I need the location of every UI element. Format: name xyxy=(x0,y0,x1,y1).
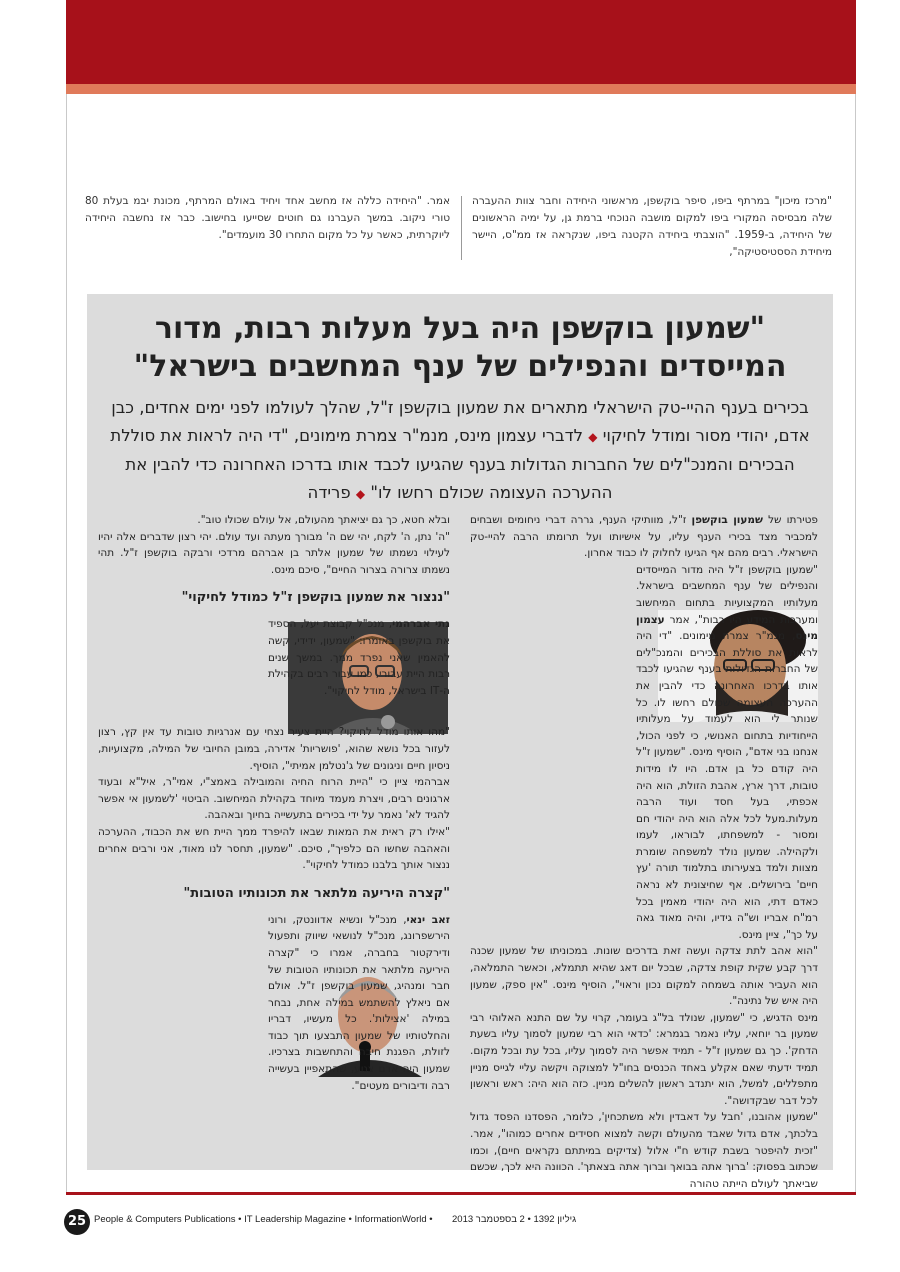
person-name: נתי אברהמי xyxy=(392,618,451,631)
section-title: "ננצור את שמעון בוקשפן ז"ל כמודל לחיקוי" xyxy=(181,590,450,606)
intro-text-left: אמר. "היחידה כללה אז מחשב אחד ויחיד באולם המרתף, מכונת יבמ בעלת 80 טורי ניקוב. במשך העברנו גם חוטים שסייעו בחישוב. כבר אז נחשבה היחידה ליוקרתית, כאשר על כל מקום התחרו 30 מועמדים". xyxy=(85,195,450,241)
footer-publications: People & Computers Publications • IT Leadership Magazine • InformationWorld • xyxy=(94,1214,433,1225)
page-frame-right xyxy=(855,94,856,1194)
footer-issue: גיליון 1392 • 2 בספטמבר 2013 xyxy=(452,1214,577,1225)
paragraph: מינס הדגיש, כי "שמעון, שנולד בל"ג בעומר, קרוי על שם התנא האלוהי רבי שמעון בר יוחאי, עליו נאמר בגמרא: 'כדאי הוא רבי שמעון לסמוך עליו בשעת הדחק'. כך גם שמעון ז"ל - תמיד אפשר היה לסמוך עליו, בכל עת ובכל מקום. תמיד ידעתי שאם אקלע באחד הכנסים בחו"ל למצוקה ויקשה עליי לגייס מניין מתפללים, למשל, הוא יתנדב ראשון להשלים מניין. כזה הוא היה: ראש וראשון לכל דבר שבקדושה". xyxy=(470,1011,818,1107)
article-headline: "שמעון בוקשפן היה בעל מעלות רבות, מדור המייסדים והנפילים של ענף המחשבים בישראל" xyxy=(133,311,787,384)
subhead-part-a: בכירים בענף ההיי-טק הישראלי מתארים את שמעון בוקשפן ז"ל, שהלך לעולמו לפני ימים אחדים, כבן אדם, יהודי מסור ומודל לחיקוי xyxy=(111,398,810,445)
text-run: , מנמ"ר צמרת מימונים. "די היה לראות את סוללת הבכירים והמנכ"לים של החברות הגדולות בענף שהגיעו לכבד אותו בדרכו האחרונה כדי להבין את ההערכה העצומה שכולם רחשו לו. כל שנותר לי הוא לעמוד על מעלותיו הייחודיות בתחום האנושי, כי לפני הכול, אנחנו בני אדם", הוסיף מינס. "שמעון ז"ל היה קודם כל בן אדם. היו לו מידות טובות, דרך ארץ, אהבת הזולת, הוא היה אכפתי, בעל חסד ועוד הרבה מעלות.מעל לכל אלה הוא היה יהודי חם ומסור - למשפחתו, לבוראו, לעמו ולקהילה. שמעון נולד למשפחה שומרת מצוות ולמד בצעירותו בתלמוד תורה 'עץ חיים' בירושלים. אף שחיצונית לא נראה כאדם דתי, הוא היה יהודי מאמין בכל רמ"ח אבריו וש"ה גידיו, והיה מאוד גאה על כך", ציין מינס. xyxy=(636,630,818,941)
page-frame-left xyxy=(66,94,67,1194)
article-column-right xyxy=(470,512,818,1192)
section-title: "קצרה היריעה מלתאר את תכונותיו הטובות" xyxy=(183,885,450,901)
text-run: פטירתו של xyxy=(762,514,818,526)
paragraph xyxy=(470,562,818,944)
bottom-rule xyxy=(66,1192,856,1195)
article-subheadline xyxy=(100,394,820,508)
text-run: , מנכ"ל ונשיא אדוונטק, ורוני הירשפרונג, מנכ"ל לנושאי שיווק ותפעול ודירקטור בחברה, אמרו כי "קצרה היריעה מלתאר את תכונותיו הטובות של חבר ומנהיג, שמעון בוקשפן ז"ל. אולם אם ניאלץ להשתמש במילה אחת, נבחר במילה 'אצילות'. כל מעשיו, דבריו והחלטותיו של שמעון התבצעו תוך כבוד לזולת, הפגנת חיבה והתחשבות בצרכיו. שמעון היה אדם צנוע, שהתאפיין בעשייה רבה ודיבורים מעטים". xyxy=(268,913,450,1092)
person-name: זאב ינאי xyxy=(406,913,450,926)
paragraph xyxy=(98,616,450,724)
text-run: ז"ל, מוותיקי הענף, גררה דברי ניחומים ושבחים למכביר מצד בכירי הענף עליו, על אישיותו ועל תרומתו הרבה להיי-טק הישראלי. רבים מהם אף הגיעו לחלוק לו כבוד אחרון. xyxy=(470,514,818,560)
intro-separator xyxy=(461,196,462,260)
paragraph: אברהמי ציין כי "היית הרוח החיה והמובילה באמצ"י, אמי"ר, איל"א ובעוד ארגונים רבים, ויצרת מעמד מיוחד בקהילת המיחשוב. הביטוי 'לשמעון אי אפשר להגיד לא' נאמר על ידי בכירים בתעשייה בחיוך ובאהבה. xyxy=(98,776,450,822)
person-name: שמעון בוקשפן xyxy=(691,514,763,526)
paragraph xyxy=(470,512,818,562)
text-run: , מנכ"ל קבוצת יעל, הספיד את בוקשפן באומרו: "שמעון, ידידי, קשה להאמין שאני נפרד ממך. במשך שנים רבות היית עבורי, כמו עבור רבים בקהילת ה-IT בישראל, מודל לחיקוי". xyxy=(268,618,450,697)
paragraph: "אילו רק ראית את המאות שבאו להיפרד ממך היית חש את הכבוד, ההערכה והאהבה שחשו הם כלפיך", סיכם. "שמעון, תחסר לנו מאוד, אני ורבים אחרים ננצור אותך בלבנו כמודל לחיקוי". xyxy=(98,825,450,872)
text-run: "שמעון בוקשפן ז"ל היה מדור המייסדים והנפילים של ענף המחשבים בישראל. מעלותיו המקצועיות בתחום המיחשוב ומערכות המידע היו רבות", אמר xyxy=(636,563,818,626)
paragraph: "שמעון אהובנו, 'חבל על דאבדין ולא משתכחין', כלומר, הפסדנו הפסד גדול בלכתך, אדם גדול שאבד מהעולם וקשה למצוא חסידים אחרים כמוהו", אמר. "זכית להיפטר בשבת קודש ח"י אלול (צדיקים במיתתם נקראים חיים), וכמו שכתוב בפסוק: 'ברוך אתה בבואך וברוך אתה בצאתך'. הכוונה היא לכך, שכשם שביאתך לעולם הייתה טהורה xyxy=(470,1111,818,1190)
article-column-left xyxy=(98,512,450,1094)
paragraph: "הוא אהב לתת צדקה ועשה זאת בדרכים שונות. במכוניתו של שמעון שכנה דרך קבע שקית קופת צדקה, שבכל יום דאג שהיא תתמלא, וכאשר התמלאה, הוא העביר אותה בשמחה למקום נכון וראוי", הוסיף מינס. "אין ספק, שמעון היה איש של נתינה". xyxy=(470,945,818,1008)
subhead-part-c: פרידה xyxy=(307,483,351,502)
top-accent-stripe xyxy=(66,84,856,94)
top-color-bar xyxy=(66,0,856,84)
subhead-part-b: לדברי עצמון מינס, מנמ"ר צמרת מימונים, "די היה לראות את סוללת הבכירים והמנכ"לים של החברות הגדולות בענף שהגיעו לכבד אותו בדרכו האחרונה כדי להבין את ההערכה העצומה שכולם רחשו לו" xyxy=(110,426,795,502)
paragraph xyxy=(98,912,450,1095)
page-number: 25 xyxy=(64,1209,90,1235)
intro-text-right: "מרכז מיכון" במרתף ביפו, סיפר בוקשפן, מראשוני היחידה וחבר צוות ההעברה שלה מבסיסה המקורי ביפו למקום מושבה הנוכחי ברמת גן, על ימיה הראשונים של היחידה, ב-1959. "הוצבתי ביחידה הקטנה ביפו, שנקראה אז ממ"ס, היישר מיחידת הססטיסטיקה", xyxy=(472,195,832,258)
paragraph: "מהו אותו מודל לחיקוי? היית צעיר נצחי עם אנרגיות טובות עד אין קץ, רצון לעזור בכל נושא שהוא, 'פושריות' אדירה, במובן החיובי של המילה, מקצועיות, ניסיון חיים וניגונים של ג'נטלמן אמיתי", הוסיף. xyxy=(98,726,450,772)
paragraph: ובלא חטא, כך גם יציאתך מהעולם, אל עולם שכולו טוב". xyxy=(197,514,450,526)
diamond-bullet-icon: ◆ xyxy=(588,430,598,444)
paragraph: "ה' נתן, ה' לקח, יהי שם ה' מבורך מעתה ועד עולם. יהי רצון שדברים אלה יהיו לעילוי נשמתו של שמעון אלתר בן אברהם מרדכי ורבקה בוקשפן ז"ל. תהי נשמתו צרורה בצרור החיים", סיכם מינס. xyxy=(98,530,450,576)
person-name: עצמון מינס xyxy=(636,613,818,643)
diamond-bullet-icon: ◆ xyxy=(355,487,366,501)
